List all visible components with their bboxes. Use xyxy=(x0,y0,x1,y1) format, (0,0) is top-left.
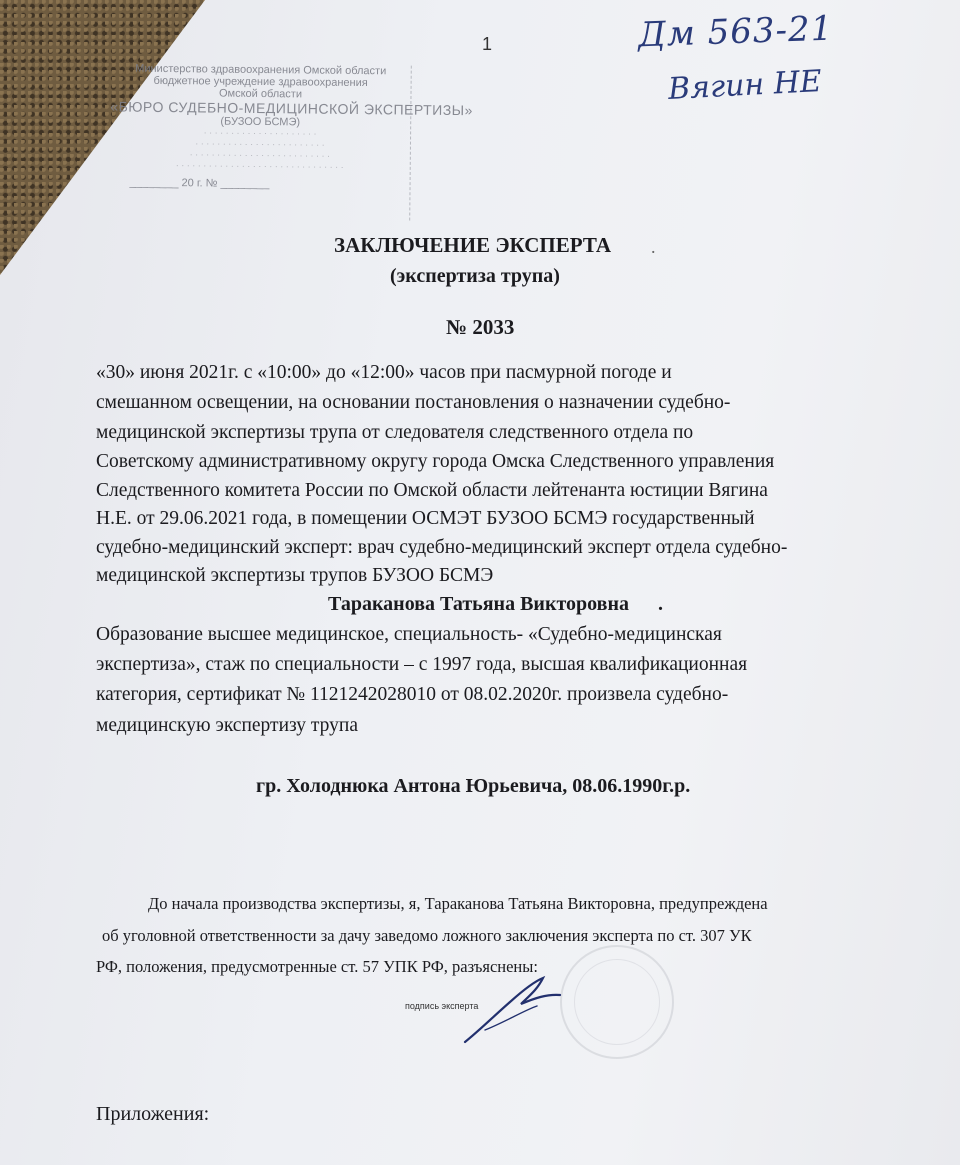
signature-label: подпись эксперта xyxy=(405,1001,479,1011)
title-dot: . xyxy=(651,237,656,257)
stamp-line: Министерство здравоохранения Омской области xyxy=(135,62,387,78)
stamp-line: «БЮРО СУДЕБНО-МЕДИЦИНСКОЙ ЭКСПЕРТИЗЫ» xyxy=(110,98,473,119)
education-line: медицинскую экспертизу трупа xyxy=(96,715,359,736)
deceased-subject: гр. Холоднюка Антона Юрьевича, 08.06.1990г.р. xyxy=(256,775,691,797)
warning-line: До начала производства экспертизы, я, Тараканова Татьяна Викторовна, предупреждена xyxy=(148,894,768,913)
expert-name: Тараканова Татьяна Викторовна xyxy=(328,593,629,615)
intro-line: Советскому административному округу города Омска Следственного управления xyxy=(96,451,775,472)
stamp-filler: · · · · · · · · · · · · · · · · · · · · · · · · · · xyxy=(189,149,331,161)
organization-stamp xyxy=(109,62,473,220)
document-title: ЗАКЛЮЧЕНИЕ ЭКСПЕРТА xyxy=(334,233,611,257)
intro-line: судебно-медицинский эксперт: врач судебно-медицинский эксперт отдела судебно- xyxy=(96,537,788,558)
stamp-filler: · · · · · · · · · · · · · · · · · · · · · · · · · · · · · · · xyxy=(175,160,344,172)
stamp-date-label: 20 г. № xyxy=(181,177,218,190)
intro-line: смешанном освещении, на основании постановления о назначении судебно- xyxy=(96,392,731,413)
education-line: категория, сертификат № 1121242028010 от 08.02.2020г. произвела судебно- xyxy=(96,684,729,705)
page-number: 1 xyxy=(482,34,493,54)
intro-line: «30» июня 2021г. с «10:00» до «12:00» часов при пасмурной погоде и xyxy=(96,362,672,383)
stamp-filler: · · · · · · · · · · · · · · · · · · · · · · · · xyxy=(195,138,325,150)
stamp-filler: · · · · · · · · · · · · · · · · · · · · · xyxy=(203,127,317,139)
intro-line: Следственного комитета России по Омской области лейтенанта юстиции Вягина xyxy=(96,480,768,501)
intro-line: медицинской экспертизы трупов БУЗОО БСМЭ xyxy=(96,565,494,586)
intro-line: Н.Е. от 29.06.2021 года, в помещении ОСМЭТ БУЗОО БСМЭ государственный xyxy=(96,508,755,529)
warning-line: об уголовной ответственности за дачу заведомо ложного заключения эксперта по ст. 307 УК xyxy=(102,926,752,945)
education-line: экспертиза», стаж по специальности – с 1997 года, высшая квалификационная xyxy=(96,654,748,675)
attachments-heading: Приложения: xyxy=(96,1103,210,1125)
intro-line: медицинской экспертизы трупа от следователя следственного отдела по xyxy=(96,422,694,443)
document-number: № 2033 xyxy=(446,315,515,339)
round-seal xyxy=(560,945,674,1059)
expert-signature xyxy=(425,960,565,1050)
document-subtitle: (экспертиза трупа) xyxy=(390,265,560,287)
stamp-line: (БУЗОО БСМЭ) xyxy=(220,115,301,129)
stamp-date-line: ________ 20 г. № ________ xyxy=(129,176,270,191)
stamp-line: бюджетное учреждение здравоохранения xyxy=(153,74,368,90)
expert-name-dot: . xyxy=(658,593,663,615)
education-line: Образование высшее медицинское, специальность- «Судебно-медицинская xyxy=(96,624,722,645)
handwritten-investigator-name: Вягин НЕ xyxy=(667,64,823,107)
handwritten-case-number: Дм 563-21 xyxy=(637,8,834,56)
stamp-line: Омской области xyxy=(218,87,303,101)
warning-line: РФ, положения, предусмотренные ст. 57 УПК РФ, разъяснены: xyxy=(96,957,538,976)
